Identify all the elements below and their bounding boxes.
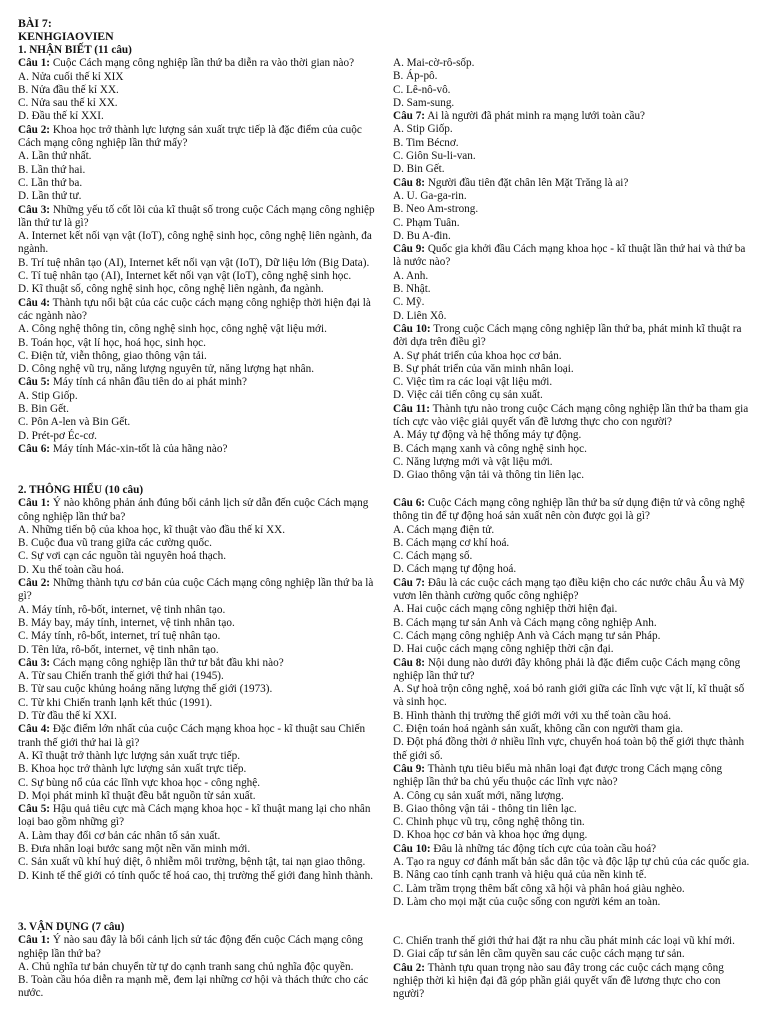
answer-option: C. Năng lượng mới và vật liệu mới. [393, 455, 553, 468]
question-number: Câu 2: [18, 577, 51, 590]
question [18, 124, 386, 204]
answer-option: D. Prét-pơ Éc-cơ. [18, 429, 97, 442]
question-stem [393, 497, 753, 524]
question-stem [18, 204, 386, 231]
question [18, 443, 386, 456]
section-title: 3. VẬN DỤNG (7 câu) [18, 921, 125, 933]
answer-option: B. Hình thành thị trường thế giới mới với xu thế toàn cầu hoá. [393, 709, 671, 722]
answer-option: A. Công cụ sản xuất mới, năng lượng. [393, 789, 564, 802]
question [393, 763, 753, 843]
answer-option: D. Khoa học cơ bản và khoa học ứng dụng. [393, 829, 588, 842]
question-text: Hậu quả tiêu cực mà Cách mạng khoa học - kĩ thuật mang lại cho nhân loại bao gồm những gì? [18, 803, 374, 829]
answer-option: D. Xu thế toàn cầu hoá. [18, 563, 124, 576]
question-number: Câu 1: [18, 57, 51, 70]
question-text: Thành tựu nổi bật của các cuộc cách mạng công nghiệp thời hiện đại là các ngành nào? [18, 296, 374, 322]
question-text: Cuộc Cách mạng công nghiệp lần thứ ba diễn ra vào thời gian nào? [50, 57, 355, 70]
answer-option: C. Làm trầm trọng thêm bất công xã hội và phân hoá giàu nghèo. [393, 882, 685, 895]
question-number: Câu 10: [393, 842, 431, 855]
answer-option: C. Phạm Tuân. [393, 216, 460, 229]
question-stem [18, 934, 386, 961]
answer-option: D. Sam-sung. [393, 96, 455, 109]
answer-option: B. Từ sau cuộc khủng hoảng năng lượng thế giới (1973). [18, 683, 273, 696]
answer-option: D. Làm cho mọi mặt của cuộc sống con người kém an toàn. [393, 895, 661, 908]
question [18, 497, 386, 577]
question [393, 497, 753, 577]
question [18, 57, 386, 123]
section-1-right-column [393, 57, 753, 483]
answer-option: A. Công nghệ thông tin, công nghệ sinh học, công nghệ vật liệu mới. [18, 323, 327, 336]
answer-option: C. Lê-nô-vô. [393, 83, 451, 96]
section-3-left-questions [18, 934, 386, 1000]
question-number: Câu 6: [18, 442, 51, 455]
question-number: Câu 7: [393, 576, 426, 589]
question [18, 204, 386, 297]
answer-option: A. Máy tự động và hệ thống máy tự động. [393, 429, 582, 442]
answer-option: B. Cách mạng xanh và công nghệ sinh học. [393, 442, 587, 455]
question-stem [393, 243, 753, 270]
answer-option: A. Những tiến bộ của khoa học, kĩ thuật vào đầu thế kỉ XX. [18, 523, 286, 536]
answer-option: C. Tí tuệ nhân tạo (AI), Internet kết nối vạn vật (IoT), công nghệ sinh học. [18, 270, 352, 283]
site-name: KENHGIAOVIEN [18, 29, 114, 44]
question [393, 177, 753, 243]
answer-option: B. Đưa nhân loại bước sang một nền văn minh mới. [18, 843, 251, 856]
answer-option: A. Kĩ thuật trở thành lực lượng sản xuất trực tiếp. [18, 749, 241, 762]
question [393, 110, 753, 176]
answer-option: C. Cách mạng số. [393, 550, 473, 563]
question-stem [18, 124, 386, 151]
section-3-left-column [18, 921, 386, 1001]
section-3-right-questions [393, 935, 753, 1001]
answer-option: D. Hai cuộc cách mạng công nghiệp thời cận đại. [393, 643, 614, 656]
question-stem [18, 376, 386, 389]
question-number: Câu 2: [18, 123, 51, 136]
answer-option: A. Mai-cờ-rô-sốp. [393, 57, 475, 69]
answer-option: B. Toán học, vật lí học, hoá học, sinh học. [18, 336, 206, 349]
section-1-left-questions [18, 57, 386, 456]
question-stem [18, 723, 386, 750]
question-text: Thành tựu nào trong cuộc Cách mạng công nghiệp lần thứ ba tham gia tích cực vào việc giải quyết vấn đề lương thực cho con người? [393, 402, 752, 429]
question [18, 723, 386, 803]
question [18, 376, 386, 442]
question [18, 934, 386, 1000]
question-text: Ý nào không phản ánh đúng bối cảnh lịch sử dẫn đến cuộc Cách mạng công nghiệp lần thứ ba? [18, 497, 372, 523]
answer-option: C. Giôn Su-li-van. [393, 150, 476, 163]
question-text: Máy tính Mác-xin-tốt là của hãng nào? [50, 442, 228, 455]
question-stem [393, 110, 753, 123]
answer-option: C. Chiến tranh thế giới thứ hai đặt ra nhu cầu phát minh các loại vũ khí mới. [393, 935, 735, 947]
question-stem [18, 297, 386, 324]
section-title: 2. THÔNG HIỂU (10 câu) [18, 484, 144, 496]
answer-option: A. Chủ nghĩa tư bản chuyển từ tự do cạnh tranh sang chủ nghĩa độc quyền. [18, 960, 354, 973]
question-number: Câu 9: [393, 243, 426, 256]
answer-option: A. Internet kết nối vạn vật (IoT), công nghệ sinh học, công nghệ liên ngành, đa ngành. [18, 230, 375, 256]
answer-option: C. Sản xuất vũ khí huỷ diệt, ô nhiễm môi trường, bệnh tật, tai nạn giao thông. [18, 856, 366, 869]
question [393, 323, 753, 403]
question-stem [393, 657, 753, 684]
question [393, 962, 753, 1002]
section-2-left-column [18, 484, 386, 883]
question-text: Người đầu tiên đặt chân lên Mặt Trăng là ai? [425, 176, 629, 189]
answer-option: D. Lần thứ tư. [18, 190, 82, 203]
answer-option: D. Công nghệ vũ trụ, năng lượng nguyên tử, năng lượng hạt nhân. [18, 363, 314, 376]
question [393, 577, 753, 657]
answer-option: D. Đột phá đồng thời ở nhiều lĩnh vực, chuyển hoá toàn bộ thế giới thực thành thế giới số. [393, 736, 747, 762]
question [393, 935, 753, 962]
question-stem [18, 803, 386, 830]
question-text: Nội dung nào dưới đây không phải là đặc điểm cuộc Cách mạng công nghiệp lần thứ tư? [393, 656, 744, 682]
answer-option: A. Làm thay đổi cơ bản các nhân tố sản xuất. [18, 829, 221, 842]
answer-option: D. Đầu thế kỉ XXI. [18, 110, 104, 123]
question-text: Thành tựu quan trọng nào sau đây trong các cuộc cách mạng công nghiệp thời kì hiện đại đã góp phần giải quyết vấn đề lương thực cho con người? [393, 961, 727, 1001]
question-text: Đâu là các cuộc cách mạng tạo điều kiện cho các nước châu Âu và Mỹ vươn lên thành cường quốc công nghiệp? [393, 576, 748, 603]
answer-option: B. Nửa đầu thế kỉ XX. [18, 83, 119, 96]
question-text: Ai là người đã phát minh ra mạng lưới toàn cầu? [425, 110, 646, 123]
question-text: Quốc gia khởi đầu Cách mạng khoa học - kĩ thuật lần thứ hai và thứ ba là nước nào? [393, 243, 749, 269]
question-text: Khoa học trở thành lực lượng sản xuất trực tiếp là đặc điểm của cuộc Cách mạng công nghiệp lần thứ mấy? [18, 123, 365, 150]
answer-option: B. Cách mạng cơ khí hoá. [393, 536, 510, 549]
answer-option: B. Cách mạng tư sản Anh và Cách mạng công nghiệp Anh. [393, 616, 657, 629]
answer-option: B. Neo Am-strong. [393, 203, 479, 216]
question-number: Câu 6: [393, 497, 426, 509]
question-number: Câu 2: [393, 961, 426, 974]
question-number: Câu 5: [18, 803, 51, 816]
question-stem [393, 403, 753, 430]
question-number: Câu 10: [393, 322, 431, 335]
answer-option: C. Sự bùng nổ của các lĩnh vực khoa học - công nghệ. [18, 776, 261, 789]
answer-option: B. Máy bay, máy tính, internet, vệ tinh nhân tạo. [18, 616, 235, 629]
question-text: Trong cuộc Cách mạng công nghiệp lần thứ ba, phát minh kĩ thuật ra đời dựa trên điều gì? [393, 322, 745, 349]
section-1-right-questions [393, 57, 753, 483]
answer-option: B. Cuộc đua vũ trang giữa các cường quốc. [18, 537, 212, 550]
question-stem [18, 497, 386, 524]
section-title: 1. NHẬN BIẾT (11 câu) [18, 44, 132, 56]
question-text: Đâu là những tác động tích cực của toàn cầu hoá? [430, 842, 657, 855]
question-number: Câu 5: [18, 376, 51, 389]
answer-option: C. Lần thứ ba. [18, 176, 83, 189]
question-text: Máy tính cá nhân đầu tiên do ai phát minh? [50, 376, 247, 389]
answer-option: C. Sự vơi cạn các nguồn tài nguyên hoá thạch. [18, 550, 227, 563]
question-stem [18, 657, 386, 670]
question-text: Cuộc Cách mạng công nghiệp lần thứ ba sử dụng điện tử và công nghệ thông tin để tự động hoá sản xuất nên còn được gọi là gì? [393, 497, 748, 523]
question-number: Câu 9: [393, 762, 426, 775]
question [18, 297, 386, 377]
question-number: Câu 4: [18, 296, 51, 309]
question-stem [18, 577, 386, 604]
question-stem [393, 763, 753, 790]
answer-option: A. Lần thứ nhất. [18, 150, 92, 163]
section-2-right-questions [393, 497, 753, 909]
answer-option: D. Bin Gết. [393, 163, 445, 176]
answer-option: D. Tên lửa, rô-bốt, internet, vệ tinh nhân tạo. [18, 643, 219, 656]
document-header [18, 17, 386, 44]
answer-option: C. Chinh phục vũ trụ, công nghệ thông tin. [393, 816, 585, 829]
answer-option: A. Stip Giốp. [18, 389, 78, 402]
question-text: Những thành tựu cơ bản của cuộc Cách mạng công nghiệp lần thứ ba là gì? [18, 577, 377, 603]
question-number: Câu 8: [393, 656, 426, 669]
answer-option: C. Mỹ. [393, 296, 425, 309]
question-stem [18, 443, 386, 456]
answer-option: A. U. Ga-ga-rin. [393, 189, 467, 202]
question-text: Cách mạng công nghiệp lần thứ tư bắt đầu khi nào? [50, 656, 284, 669]
question [393, 57, 753, 110]
answer-option: C. Việc tìm ra các loại vật liệu mới. [393, 376, 553, 389]
question-text: Ý nào sau đây là bối cảnh lịch sử tác động đến cuộc Cách mạng công nghiệp lần thứ ba? [18, 934, 366, 960]
answer-option: A. Sự phát triển của khoa học cơ bản. [393, 349, 562, 362]
section-2-right-column [393, 497, 753, 909]
question [18, 577, 386, 657]
question [18, 657, 386, 723]
answer-option: D. Kĩ thuật số, công nghệ sinh học, công nghệ liên ngành, đa ngành. [18, 283, 324, 296]
question-number: Câu 1: [18, 934, 51, 947]
answer-option: C. Điện tử, viễn thông, giao thông vận tải. [18, 349, 207, 362]
answer-option: B. Toàn cầu hóa diễn ra mạnh mẽ, đem lại những cơ hội và thách thức cho các nước. [18, 974, 372, 1000]
answer-option: D. Bu A-đin. [393, 229, 451, 242]
answer-option: B. Khoa học trở thành lực lượng sản xuất trực tiếp. [18, 763, 247, 776]
section-3-right-column [393, 935, 753, 1001]
answer-option: A. Stip Giốp. [393, 123, 453, 136]
section-2-left-questions [18, 497, 386, 883]
question-stem [393, 577, 753, 604]
question-stem [18, 57, 386, 70]
question [393, 403, 753, 483]
question-number: Câu 11: [393, 402, 430, 415]
answer-option: D. Giao thông vận tải và thông tin liên lạc. [393, 469, 585, 482]
answer-option: C. Điện toán hoá ngành sản xuất, không cần con người tham gia. [393, 723, 684, 736]
question-stem [393, 962, 753, 1002]
answer-option: A. Máy tính, rô-bốt, internet, vệ tinh nhân tạo. [18, 603, 226, 616]
answer-option: A. Sự hoà trộn công nghệ, xoá bỏ ranh giới giữa các lĩnh vực vật lí, kĩ thuật số và sinh học. [393, 683, 748, 709]
answer-option: B. Sự phát triển của văn minh nhân loại. [393, 362, 574, 375]
answer-option: A. Hai cuộc cách mạng công nghiệp thời hiện đại. [393, 603, 618, 616]
question-text: Thành tựu tiêu biểu mà nhân loại đạt được trong Cách mạng công nghiệp lần thứ ba chủ yếu thuộc các lĩnh vực nào? [393, 762, 725, 789]
answer-option: D. Việc cải tiến công cụ sản xuất. [393, 389, 543, 402]
question-number: Câu 4: [18, 723, 51, 736]
answer-option: A. Cách mạng điện tử. [393, 523, 495, 536]
answer-option: C. Pôn A-len và Bin Gết. [18, 416, 131, 429]
question-text: Những yếu tố cốt lõi của kĩ thuật số trong cuộc Cách mạng công nghiệp lần thứ tư là gì? [18, 203, 378, 229]
answer-option: D. Giai cấp tư sản lên cầm quyền sau các cuộc cách mạng tư sản. [393, 948, 685, 961]
answer-option: A. Anh. [393, 269, 429, 282]
answer-option: B. Áp-pô. [393, 70, 438, 83]
question-number: Câu 8: [393, 176, 426, 189]
answer-option: C. Máy tính, rô-bốt, internet, trí tuệ nhân tạo. [18, 630, 221, 643]
question [18, 803, 386, 883]
question-number: Câu 3: [18, 656, 51, 669]
answer-option: B. Tim Bécnơ. [393, 136, 459, 149]
question-text: Đặc điểm lớn nhất của cuộc Cách mạng khoa học - kĩ thuật sau Chiến tranh thế giới thứ hai là gì? [18, 723, 368, 749]
answer-option: D. Từ đầu thế kỉ XXI. [18, 710, 117, 723]
answer-option: B. Nhật. [393, 283, 431, 296]
answer-option: D. Mọi phát minh kĩ thuật đều bắt nguồn từ sản xuất. [18, 789, 256, 802]
answer-option: D. Cách mạng tự động hoá. [393, 563, 517, 576]
answer-option: C. Cách mạng công nghiệp Anh và Cách mạng tư sản Pháp. [393, 629, 661, 642]
section-1-left-column [18, 44, 386, 456]
answer-option: D. Kinh tế thế giới có tính quốc tế hoá cao, thị trường thế giới đang hình thành. [18, 869, 374, 882]
question-number: Câu 1: [18, 497, 51, 510]
question-stem [393, 323, 753, 350]
answer-option: C. Từ khi Chiến tranh lạnh kết thúc (1991). [18, 696, 213, 709]
question-number: Câu 7: [393, 110, 426, 123]
question [393, 243, 753, 323]
answer-option: B. Nâng cao tính cạnh tranh và hiệu quả của nền kinh tế. [393, 869, 647, 882]
question-stem [393, 843, 753, 856]
question-number: Câu 3: [18, 203, 51, 216]
answer-option: C. Nửa sau thế kỉ XX. [18, 97, 118, 110]
answer-option: B. Lần thứ hai. [18, 163, 86, 176]
lesson-title: BÀI 7: [18, 16, 52, 30]
answer-option: B. Bin Gết. [18, 403, 69, 416]
answer-option: A. Tạo ra nguy cơ đánh mất bản sắc dân tộc và độc lập tự chủ của các quốc gia. [393, 856, 750, 869]
answer-option: B. Trí tuệ nhân tạo (AI), Internet kết nối vạn vật (IoT), Dữ liệu lớn (Big Data). [18, 256, 370, 269]
answer-option: D. Liên Xô. [393, 309, 447, 322]
question [393, 657, 753, 763]
answer-option: A. Từ sau Chiến tranh thế giới thứ hai (1945). [18, 670, 224, 683]
answer-option: B. Giao thông vận tải - thông tin liên lạc. [393, 802, 577, 815]
question-stem [393, 177, 753, 190]
answer-option: A. Nửa cuối thế kỉ XIX [18, 70, 124, 83]
question [393, 843, 753, 909]
